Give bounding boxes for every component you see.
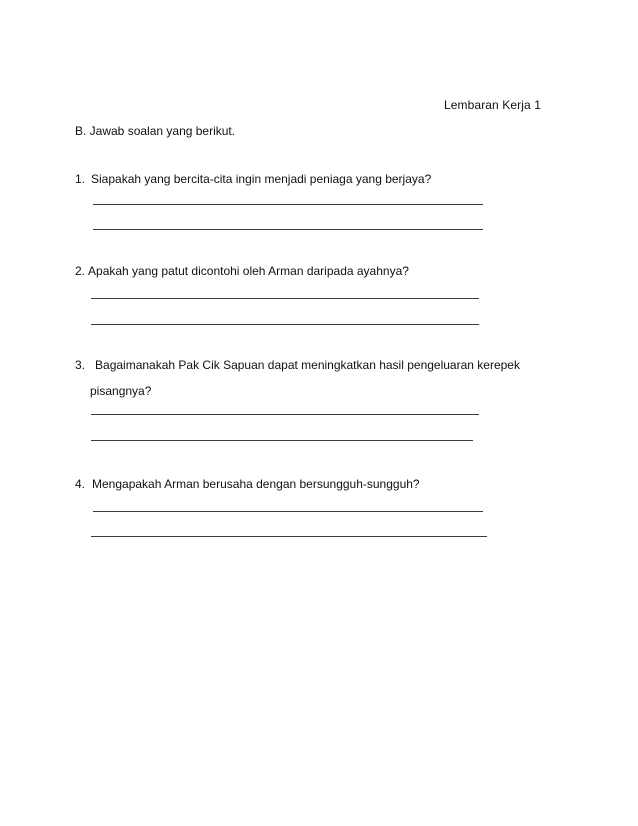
answer-line-2a[interactable] (91, 298, 479, 299)
question-text: Siapakah yang bercita-cita ingin menjadi peniaga yang berjaya? (91, 172, 432, 186)
question-number: 3. (75, 358, 86, 372)
answer-line-4a[interactable] (93, 511, 483, 512)
question-number: 1. (75, 172, 86, 186)
question-4 (75, 477, 420, 491)
answer-line-3b[interactable] (91, 440, 473, 441)
question-3-continuation: pisangnya? (90, 384, 152, 398)
answer-line-1b[interactable] (93, 229, 483, 230)
question-number: 4. (75, 477, 86, 491)
question-3 (75, 358, 520, 372)
section-instruction: B. Jawab soalan yang berikut. (75, 124, 236, 138)
question-number: 2. (75, 264, 86, 278)
question-2 (75, 264, 409, 278)
question-text: Mengapakah Arman berusaha dengan bersungguh-sungguh? (92, 477, 420, 491)
sheet-title: Lembaran Kerja 1 (444, 98, 541, 112)
answer-line-2b[interactable] (91, 324, 479, 325)
answer-line-1a[interactable] (93, 204, 483, 205)
question-text: Apakah yang patut dicontohi oleh Arman daripada ayahnya? (88, 264, 409, 278)
question-text: Bagaimanakah Pak Cik Sapuan dapat meningkatkan hasil pengeluaran kerepek (95, 358, 520, 372)
answer-line-4b[interactable] (91, 536, 487, 537)
answer-line-3a[interactable] (91, 414, 479, 415)
question-1 (75, 172, 431, 186)
